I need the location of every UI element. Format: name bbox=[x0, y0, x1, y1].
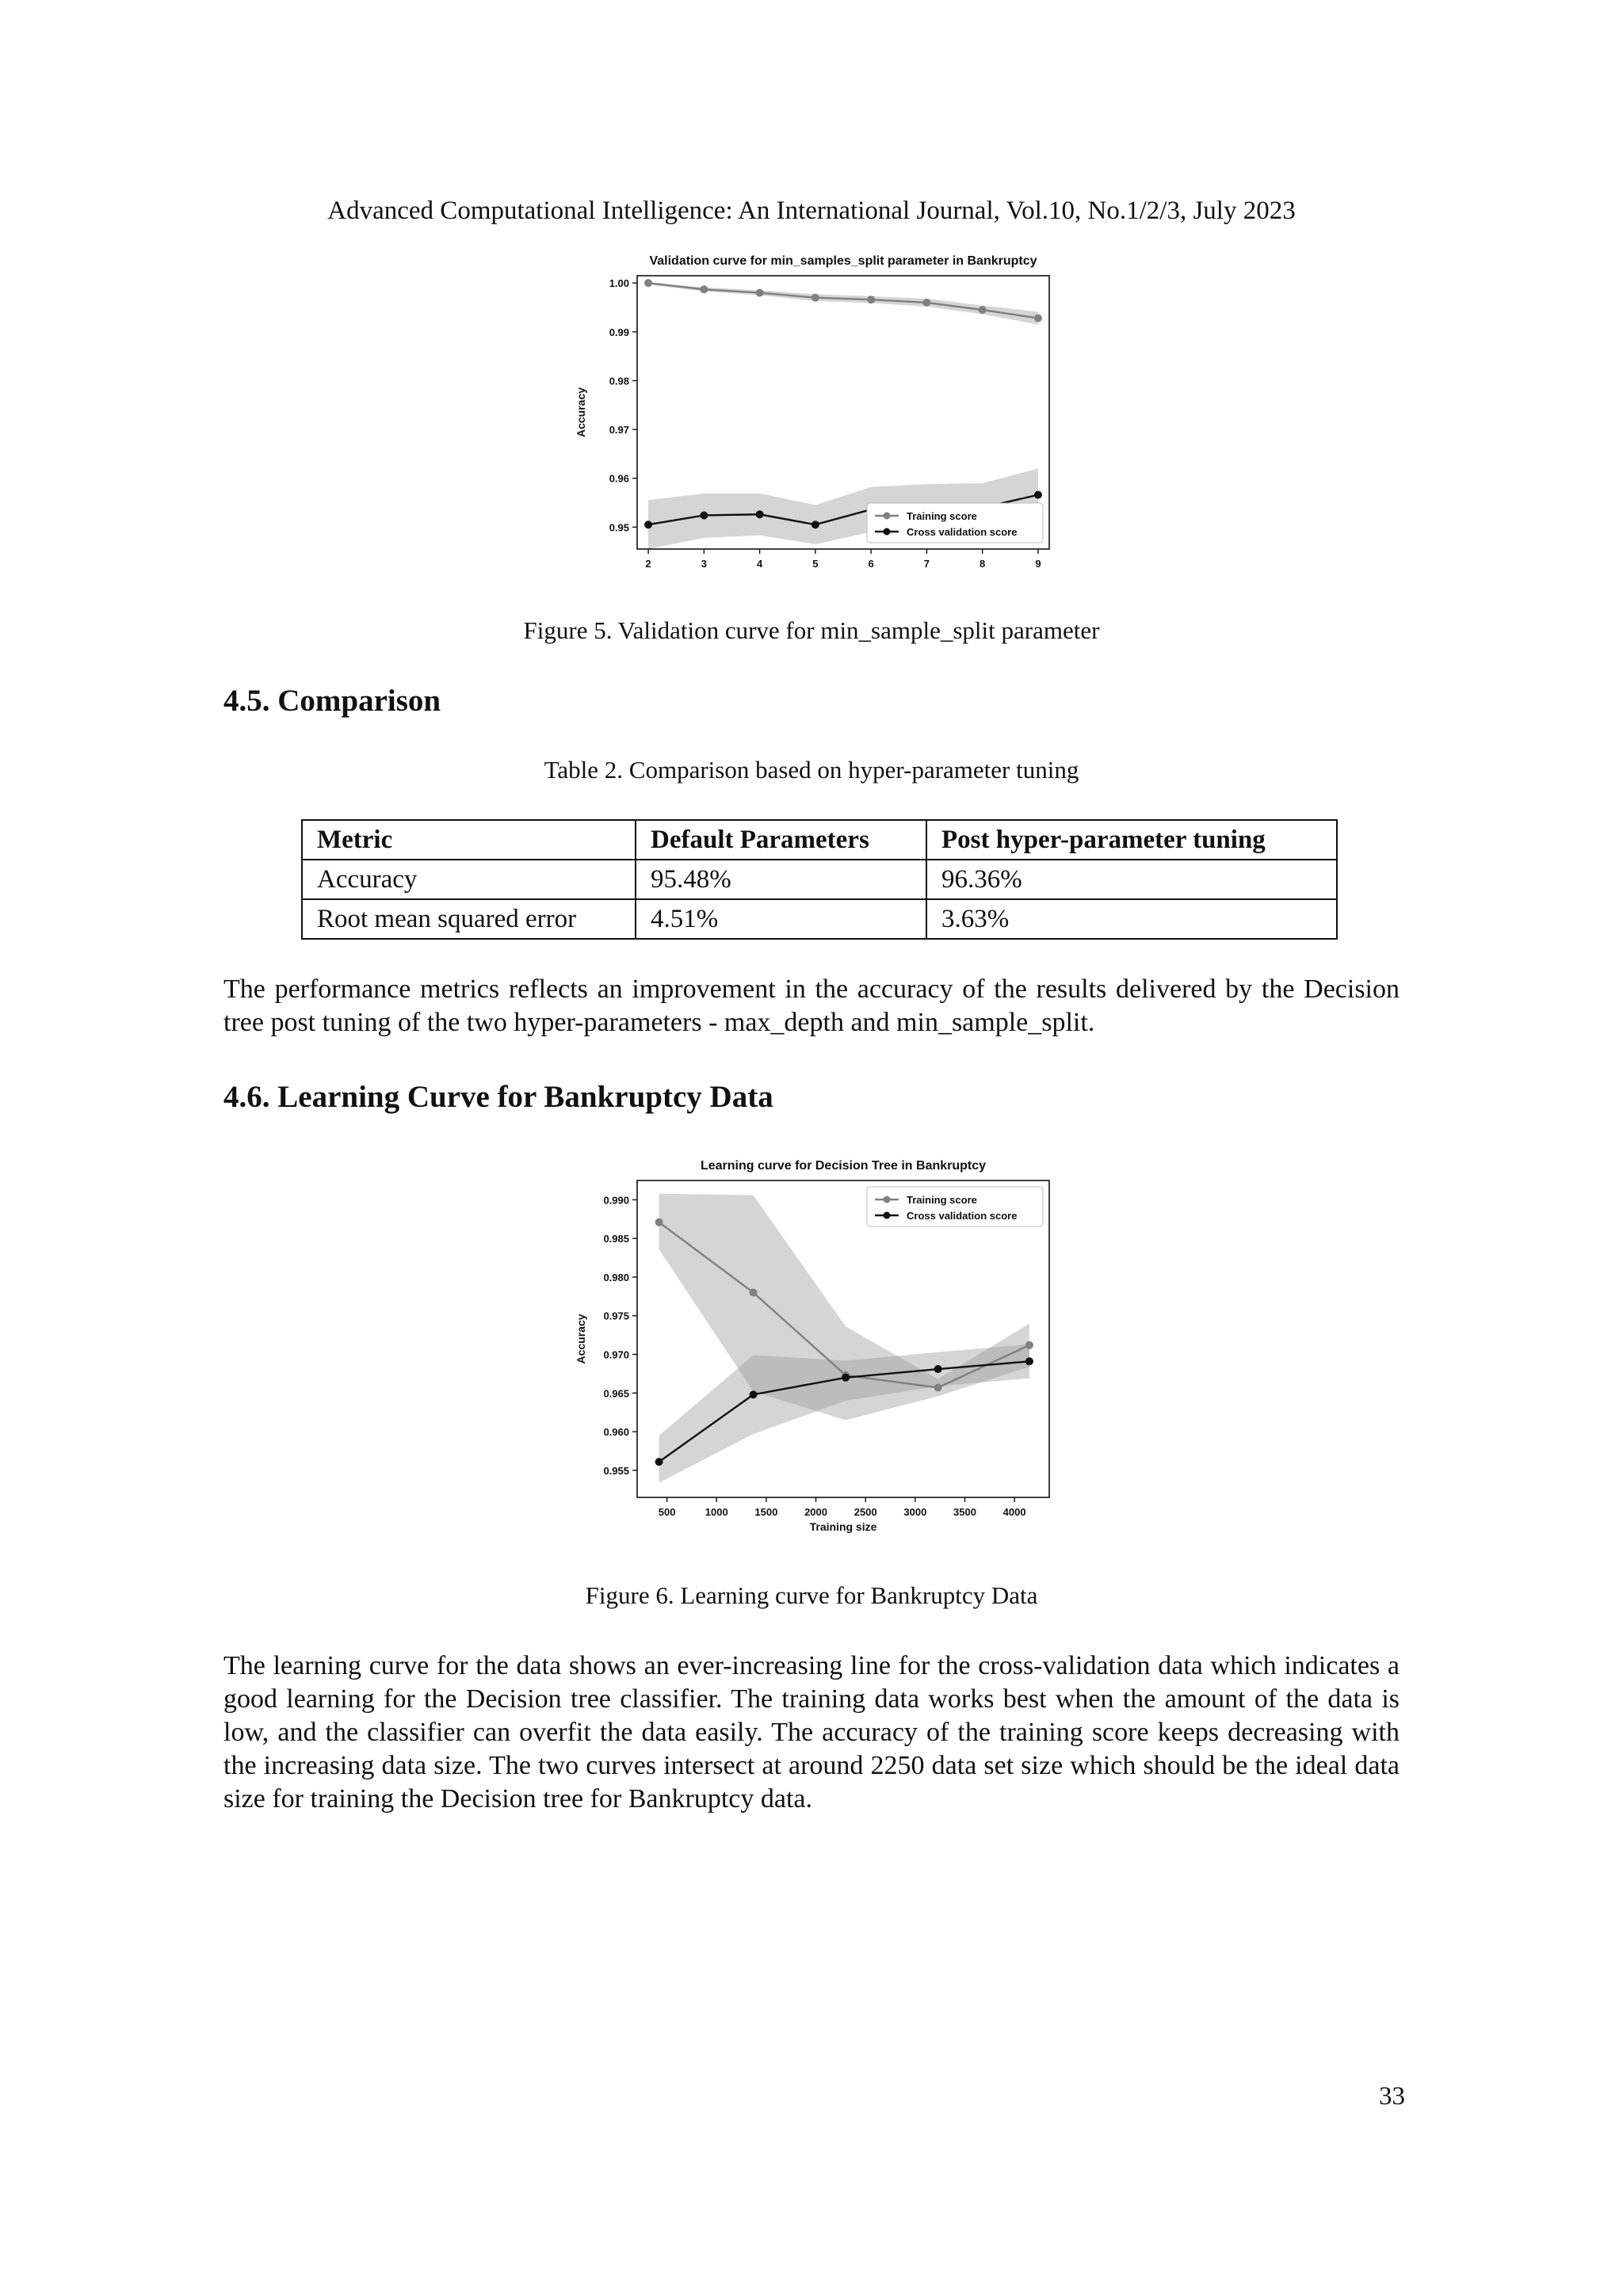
y-tick-label: 0.970 bbox=[603, 1348, 629, 1361]
y-tick-label: 0.980 bbox=[603, 1271, 629, 1283]
table-cell: Root mean squared error bbox=[302, 899, 636, 939]
x-tick-label: 2 bbox=[645, 558, 651, 570]
data-point-cross-validation bbox=[750, 1390, 758, 1398]
table-cell: 95.48% bbox=[636, 860, 926, 899]
table-header-cell: Post hyper-parameter tuning bbox=[926, 820, 1337, 860]
x-tick-label: 3500 bbox=[953, 1506, 976, 1518]
x-tick-label: 3000 bbox=[903, 1506, 927, 1518]
table-header-cell: Default Parameters bbox=[636, 820, 926, 860]
legend-entry: Training score bbox=[907, 510, 977, 522]
figure-5 bbox=[0, 252, 1623, 585]
section-heading-learning-curve: 4.6. Learning Curve for Bankruptcy Data bbox=[223, 1080, 773, 1114]
legend-swatch-marker bbox=[884, 513, 891, 520]
table-cell: Accuracy bbox=[302, 860, 636, 899]
legend-swatch-marker bbox=[884, 1212, 891, 1219]
table-header-cell: Metric bbox=[302, 820, 636, 860]
y-tick-label: 0.97 bbox=[609, 424, 629, 437]
x-tick-label: 5 bbox=[812, 558, 819, 570]
y-tick-label: 0.96 bbox=[609, 472, 629, 485]
x-tick-label: 1500 bbox=[754, 1506, 778, 1518]
x-tick-label: 9 bbox=[1035, 558, 1041, 570]
x-axis-label: Training size bbox=[809, 1520, 877, 1533]
legend-entry: Cross validation score bbox=[907, 526, 1018, 538]
comparison-table bbox=[301, 819, 1338, 940]
x-tick-label: 8 bbox=[980, 558, 986, 570]
data-point-training bbox=[1034, 315, 1042, 322]
y-tick-label: 0.985 bbox=[603, 1233, 629, 1245]
x-tick-label: 7 bbox=[923, 558, 930, 570]
paragraph-learning-curve: The learning curve for the data shows an ever-increasing line for the cross-validation data which indicates a good learning for the Decision tree classifier. The training data works best when the amount of the data is low, and the classifier can overfit the data easily. The accuracy of the training score keeps decreasing with the increasing data size. The two curves intersect at around 2250 data set size which should be the ideal data size for training the Decision tree for Bankruptcy data. bbox=[223, 1651, 1400, 1814]
chart-title: Learning curve for Decision Tree in Bankruptcy bbox=[700, 1159, 987, 1173]
data-point-cross-validation bbox=[700, 511, 708, 519]
data-point-cross-validation bbox=[934, 1365, 942, 1373]
learning-curve-chart bbox=[550, 1158, 1073, 1547]
table-cell: 96.36% bbox=[926, 860, 1337, 899]
data-point-cross-validation bbox=[1034, 491, 1042, 499]
data-point-training bbox=[750, 1288, 758, 1296]
y-tick-label: 0.98 bbox=[609, 375, 629, 387]
data-point-training bbox=[1025, 1341, 1033, 1349]
data-point-cross-validation bbox=[842, 1374, 850, 1382]
data-point-training bbox=[756, 289, 764, 297]
y-tick-label: 0.960 bbox=[603, 1426, 629, 1439]
data-point-cross-validation bbox=[756, 510, 764, 518]
x-tick-label: 2500 bbox=[854, 1506, 877, 1518]
x-tick-label: 3 bbox=[701, 558, 707, 570]
x-tick-label: 2000 bbox=[804, 1506, 828, 1518]
y-tick-label: 0.955 bbox=[603, 1464, 629, 1477]
legend-swatch-marker bbox=[884, 528, 891, 536]
y-tick-label: 1.00 bbox=[609, 277, 629, 290]
x-tick-label: 1000 bbox=[705, 1506, 728, 1518]
running-header: Advanced Computational Intelligence: An International Journal, Vol.10, No.1/2/3, July 2023 bbox=[327, 196, 1296, 225]
table-header-row bbox=[302, 820, 1337, 860]
table-cell: 4.51% bbox=[636, 899, 926, 939]
legend-swatch-marker bbox=[884, 1196, 891, 1203]
x-tick-label: 4000 bbox=[1002, 1506, 1026, 1518]
data-point-training bbox=[644, 279, 652, 287]
y-tick-label: 0.990 bbox=[603, 1194, 629, 1207]
data-point-cross-validation bbox=[1025, 1357, 1033, 1365]
data-point-training bbox=[655, 1219, 663, 1226]
y-axis-label: Accuracy bbox=[575, 387, 587, 438]
y-tick-label: 0.975 bbox=[603, 1310, 629, 1322]
table-row bbox=[302, 860, 1337, 899]
data-point-training bbox=[867, 296, 875, 303]
y-axis-label: Accuracy bbox=[575, 1314, 587, 1364]
y-tick-label: 0.95 bbox=[609, 521, 629, 534]
legend-entry: Training score bbox=[907, 1194, 977, 1206]
x-tick-label: 4 bbox=[756, 558, 763, 570]
chart-title: Validation curve for min_samples_split parameter in Bankruptcy bbox=[649, 254, 1037, 268]
data-point-training bbox=[812, 294, 819, 302]
validation-curve-chart bbox=[550, 252, 1073, 585]
y-tick-label: 0.99 bbox=[609, 326, 629, 338]
table-row bbox=[302, 899, 1337, 939]
table-2-caption: Table 2. Comparison based on hyper-parameter tuning bbox=[544, 756, 1079, 784]
data-point-training bbox=[979, 306, 987, 314]
data-point-training bbox=[934, 1383, 942, 1391]
y-tick-label: 0.965 bbox=[603, 1387, 629, 1400]
data-point-cross-validation bbox=[655, 1458, 663, 1466]
data-point-training bbox=[922, 299, 930, 307]
data-point-training bbox=[700, 285, 708, 293]
paragraph-performance: The performance metrics reflects an improvement in the accuracy of the results delivered by the Decision tree post tuning of the two hyper-parameters - max_depth and min_sample_split. bbox=[223, 974, 1400, 1037]
figure-5-caption: Figure 5. Validation curve for min_sample_split parameter bbox=[523, 616, 1100, 644]
legend-entry: Cross validation score bbox=[907, 1210, 1018, 1222]
section-heading-comparison: 4.5. Comparison bbox=[223, 684, 441, 718]
page-number: 33 bbox=[1379, 2082, 1405, 2111]
x-tick-label: 500 bbox=[658, 1506, 676, 1518]
data-point-cross-validation bbox=[812, 521, 819, 528]
table-cell: 3.63% bbox=[926, 899, 1337, 939]
figure-6 bbox=[0, 1158, 1623, 1547]
figure-6-caption: Figure 6. Learning curve for Bankruptcy Data bbox=[585, 1581, 1038, 1609]
data-point-cross-validation bbox=[644, 521, 652, 528]
x-tick-label: 6 bbox=[868, 558, 874, 570]
